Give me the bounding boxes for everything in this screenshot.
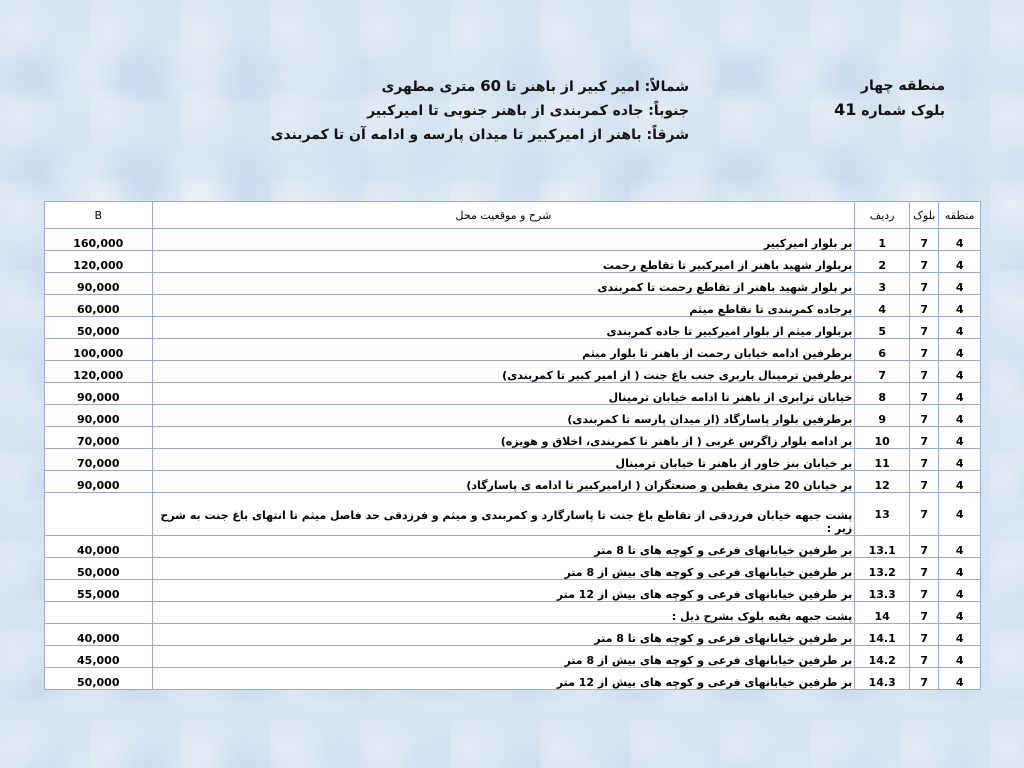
- east-text: باهنر از امیرکبیر تا میدان پارسه و ادامه آن تا کمربندی: [270, 127, 642, 143]
- cell-price: [45, 493, 153, 536]
- cell-row-number: 1: [855, 229, 910, 251]
- table-row: [45, 383, 981, 405]
- cell-row-number: 8: [855, 383, 910, 405]
- cell-row-number: 13.1: [855, 536, 910, 558]
- cell-region: 4: [939, 493, 981, 536]
- cell-block: 7: [910, 405, 939, 427]
- cell-block: 7: [910, 624, 939, 646]
- cell-row-number: 7: [855, 361, 910, 383]
- table-row: [45, 471, 981, 493]
- cell-region: 4: [939, 471, 981, 493]
- cell-block: 7: [910, 317, 939, 339]
- price-table: [44, 201, 981, 690]
- table-row: [45, 668, 981, 690]
- header-block: بلوک: [910, 202, 939, 229]
- cell-block: 7: [910, 602, 939, 624]
- cell-description: برطرفین ترمینال باربری جنب باغ جنت ( از امیر کبیر تا کمربندی): [152, 361, 855, 383]
- cell-block: 7: [910, 449, 939, 471]
- cell-row-number: 14.1: [855, 624, 910, 646]
- cell-description: بربلوار شهید باهنر از امیرکبیر تا تقاطع رحمت: [152, 251, 855, 273]
- cell-price: 60,000: [45, 295, 153, 317]
- cell-region: 4: [939, 449, 981, 471]
- cell-row-number: 13.2: [855, 558, 910, 580]
- cell-price: 40,000: [45, 536, 153, 558]
- cell-price: 70,000: [45, 449, 153, 471]
- cell-region: 4: [939, 602, 981, 624]
- cell-description: برطرفین ادامه خیابان رحمت از باهنر تا بلوار میثم: [152, 339, 855, 361]
- cell-region: 4: [939, 383, 981, 405]
- cell-block: 7: [910, 295, 939, 317]
- cell-price: 40,000: [45, 624, 153, 646]
- cell-description: خیابان ترابری از باهنر تا ادامه خیابان ترمینال: [152, 383, 855, 405]
- cell-region: 4: [939, 229, 981, 251]
- boundaries: [271, 74, 689, 147]
- table-row: [45, 624, 981, 646]
- table-row: [45, 558, 981, 580]
- table-row: [45, 405, 981, 427]
- north-text-b: متری مطهری: [381, 79, 476, 95]
- cell-block: 7: [910, 383, 939, 405]
- cell-region: 4: [939, 295, 981, 317]
- cell-block: 7: [910, 229, 939, 251]
- cell-description: پشت جبهه بقیه بلوک بشرح ذیل :: [152, 602, 855, 624]
- cell-row-number: 4: [855, 295, 910, 317]
- header-price: B: [45, 202, 153, 229]
- cell-price: 50,000: [45, 668, 153, 690]
- cell-block: 7: [910, 339, 939, 361]
- cell-region: 4: [939, 427, 981, 449]
- cell-block: 7: [910, 273, 939, 295]
- cell-description: بر طرفین خیابانهای فرعی و کوچه های بیش از 12 متر: [152, 580, 855, 602]
- table-row: [45, 361, 981, 383]
- header-description: شرح و موقعیت محل: [152, 202, 855, 229]
- cell-price: 50,000: [45, 558, 153, 580]
- block-label: بلوک شماره: [861, 103, 945, 119]
- cell-price: 50,000: [45, 317, 153, 339]
- table-row: [45, 493, 981, 536]
- cell-row-number: 9: [855, 405, 910, 427]
- cell-row-number: 3: [855, 273, 910, 295]
- south-boundary: [271, 99, 689, 123]
- cell-description: برطرفین بلوار پاسارگاد (از میدان پارسه تا کمربندی): [152, 405, 855, 427]
- cell-row-number: 13: [855, 493, 910, 536]
- header-row: ردیف: [855, 202, 910, 229]
- table-body: [45, 229, 981, 690]
- block-number: 41: [834, 100, 857, 119]
- cell-block: 7: [910, 361, 939, 383]
- cell-price: 120,000: [45, 361, 153, 383]
- cell-block: 7: [910, 580, 939, 602]
- cell-region: 4: [939, 580, 981, 602]
- cell-description: بر خیابان 20 متری یقطین و صنعتگران ( ازامیرکبیر تا ادامه ی پاسارگاد): [152, 471, 855, 493]
- cell-row-number: 6: [855, 339, 910, 361]
- cell-price: 45,000: [45, 646, 153, 668]
- cell-block: 7: [910, 493, 939, 536]
- cell-price: 90,000: [45, 273, 153, 295]
- cell-region: 4: [939, 317, 981, 339]
- cell-price: 55,000: [45, 580, 153, 602]
- north-text-a: امیر کبیر از باهنر تا: [506, 79, 640, 95]
- table-row: [45, 295, 981, 317]
- cell-price: 90,000: [45, 383, 153, 405]
- cell-description: بر ادامه بلوار زاگرس غربی ( از باهنر تا کمربندی، اخلاق و هویزه): [152, 427, 855, 449]
- cell-block: 7: [910, 668, 939, 690]
- cell-block: 7: [910, 646, 939, 668]
- cell-row-number: 12: [855, 471, 910, 493]
- cell-row-number: 14: [855, 602, 910, 624]
- region-title: منطقه چهار: [860, 78, 945, 94]
- cell-row-number: 10: [855, 427, 910, 449]
- north-number: 60: [480, 77, 502, 95]
- cell-row-number: 14.3: [855, 668, 910, 690]
- region-block-heading: [834, 74, 945, 123]
- table-row: [45, 427, 981, 449]
- cell-description: بر بلوار امیرکبیر: [152, 229, 855, 251]
- cell-region: 4: [939, 536, 981, 558]
- cell-region: 4: [939, 251, 981, 273]
- cell-region: 4: [939, 558, 981, 580]
- cell-block: 7: [910, 536, 939, 558]
- cell-region: 4: [939, 668, 981, 690]
- cell-description: بر طرفین خیابانهای فرعی و کوچه های تا 8 متر: [152, 536, 855, 558]
- cell-row-number: 5: [855, 317, 910, 339]
- cell-description: برجاده کمربندی تا تقاطع میثم: [152, 295, 855, 317]
- south-text: جاده کمربندی از باهنر جنوبی تا امیرکبیر: [367, 103, 644, 119]
- cell-price: [45, 602, 153, 624]
- table-row: [45, 339, 981, 361]
- cell-row-number: 13.3: [855, 580, 910, 602]
- cell-row-number: 14.2: [855, 646, 910, 668]
- table-row: [45, 646, 981, 668]
- table-row: [45, 449, 981, 471]
- cell-description: بر طرفین خیابانهای فرعی و کوچه های بیش از 8 متر: [152, 646, 855, 668]
- table-row: [45, 317, 981, 339]
- cell-row-number: 2: [855, 251, 910, 273]
- table-row: [45, 229, 981, 251]
- cell-region: 4: [939, 624, 981, 646]
- east-label: شرقاً:: [646, 127, 689, 143]
- south-label: جنوباً:: [648, 103, 689, 119]
- cell-description: بربلوار میثم از بلوار امیرکبیر تا جاده کمربندی: [152, 317, 855, 339]
- cell-row-number: 11: [855, 449, 910, 471]
- cell-description: بر بلوار شهید باهنر از تقاطع رحمت تا کمربندی: [152, 273, 855, 295]
- table-row: [45, 602, 981, 624]
- table-row: [45, 580, 981, 602]
- cell-block: 7: [910, 558, 939, 580]
- cell-block: 7: [910, 471, 939, 493]
- cell-region: 4: [939, 646, 981, 668]
- east-boundary: [271, 123, 689, 147]
- table-row: [45, 273, 981, 295]
- block-number-line: [834, 98, 945, 123]
- cell-region: 4: [939, 339, 981, 361]
- cell-block: 7: [910, 427, 939, 449]
- north-boundary: [271, 74, 689, 99]
- cell-price: 90,000: [45, 405, 153, 427]
- cell-price: 70,000: [45, 427, 153, 449]
- cell-price: 120,000: [45, 251, 153, 273]
- cell-price: 100,000: [45, 339, 153, 361]
- cell-description: بر طرفین خیابانهای فرعی و کوچه های تا 8 متر: [152, 624, 855, 646]
- header-region: منطقه: [939, 202, 981, 229]
- cell-price: 160,000: [45, 229, 153, 251]
- cell-description: بر خیابان بنز خاور از باهنر تا خیابان ترمینال: [152, 449, 855, 471]
- cell-block: 7: [910, 251, 939, 273]
- north-label: شمالاً:: [644, 79, 689, 95]
- cell-description: بر طرفین خیابانهای فرعی و کوچه های بیش از 12 متر: [152, 668, 855, 690]
- cell-region: 4: [939, 405, 981, 427]
- table-header-row: [45, 202, 981, 229]
- cell-region: 4: [939, 361, 981, 383]
- cell-region: 4: [939, 273, 981, 295]
- table-row: [45, 536, 981, 558]
- cell-price: 90,000: [45, 471, 153, 493]
- cell-description: بر طرفین خیابانهای فرعی و کوچه های بیش از 8 متر: [152, 558, 855, 580]
- cell-description: پشت جبهه خیابان فرزدقی از تقاطع باغ جنت تا پاسارگارد و کمربندی و میثم و فرزدقی حد فاصل میثم تا انتهای باغ جنت به شرح زیر :: [152, 493, 855, 536]
- table-row: [45, 251, 981, 273]
